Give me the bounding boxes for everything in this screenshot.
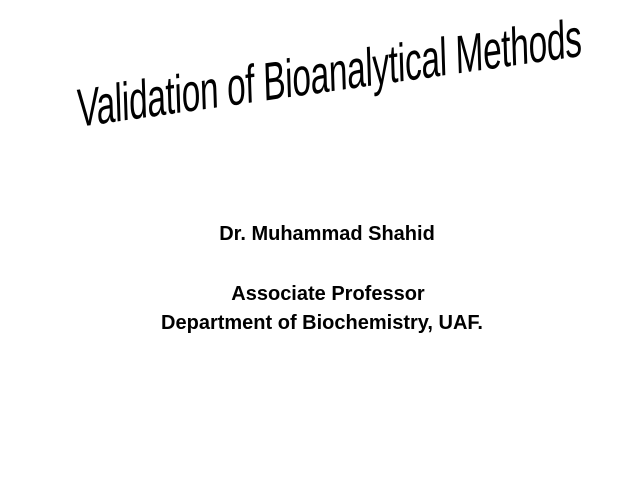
author-department: Department of Biochemistry, UAF. [161, 312, 483, 334]
slide-title: Validation of Bioanalytical Methods [76, 7, 583, 139]
title-container [76, 7, 583, 158]
author-position: Associate Professor [231, 283, 425, 305]
author-name: Dr. Muhammad Shahid [219, 223, 435, 245]
